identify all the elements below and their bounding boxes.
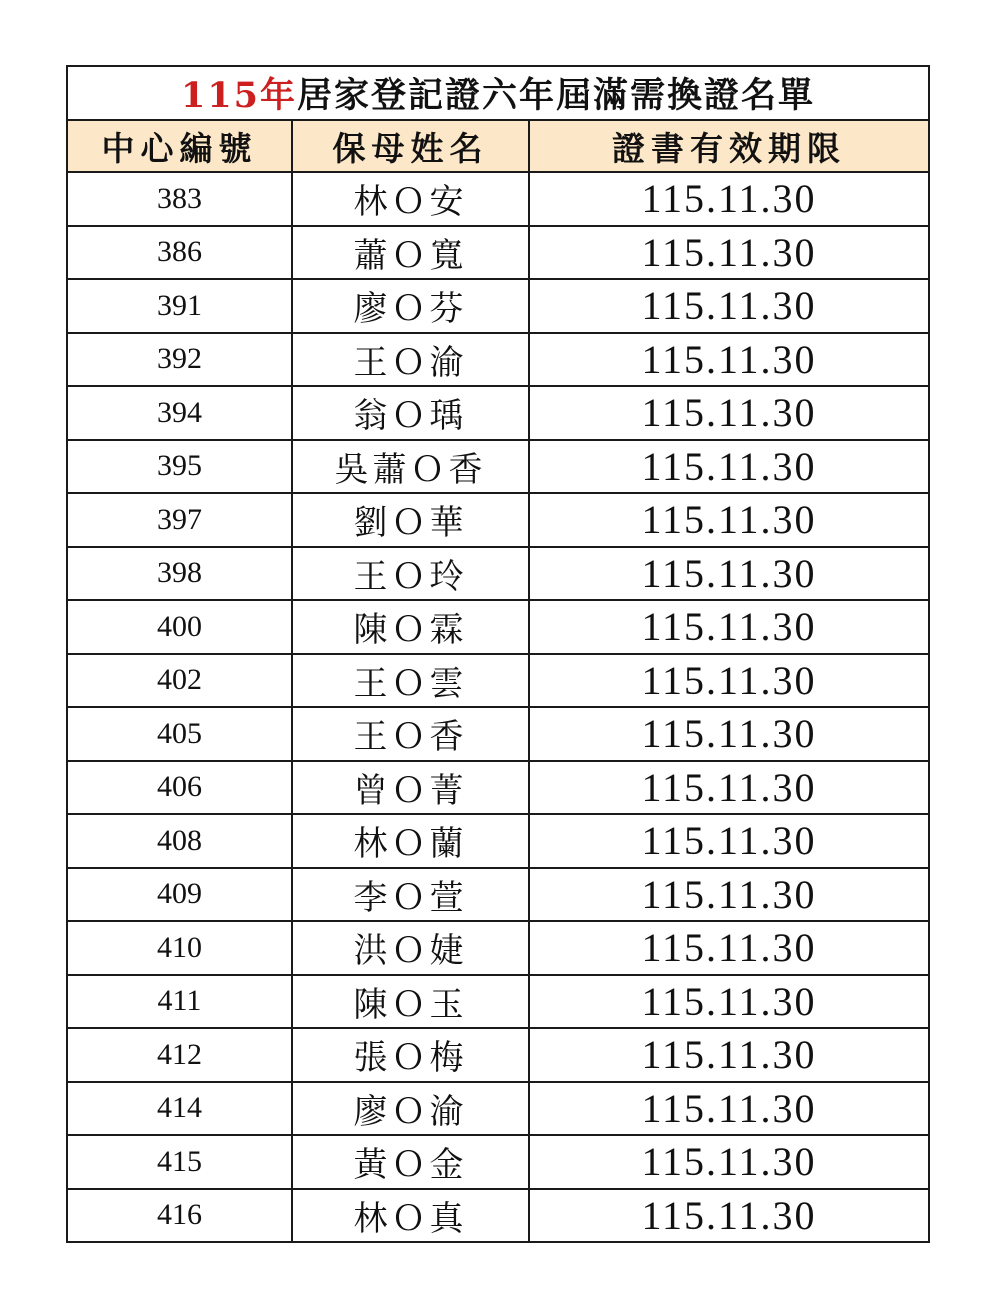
center-id-cell: 395 [67, 440, 292, 494]
caregiver-name-cell: 林Ｏ安 [292, 172, 529, 226]
table-row [67, 493, 929, 547]
center-id-cell: 402 [67, 654, 292, 708]
column-header-expiry: 證書有效期限 [529, 120, 929, 172]
caregiver-name-cell: 王Ｏ雲 [292, 654, 529, 708]
center-id-cell: 394 [67, 386, 292, 440]
center-id-cell: 415 [67, 1135, 292, 1189]
center-id-cell: 414 [67, 1082, 292, 1136]
column-header-caregiver-name: 保母姓名 [292, 120, 529, 172]
expiry-date-cell: 115.11.30 [529, 1082, 929, 1136]
center-id-cell: 386 [67, 226, 292, 280]
expiry-date-cell: 115.11.30 [529, 386, 929, 440]
title-row [67, 66, 929, 120]
caregiver-name-cell: 張Ｏ梅 [292, 1028, 529, 1082]
table-row [67, 1189, 929, 1243]
caregiver-name-cell: 李Ｏ萱 [292, 868, 529, 922]
table-row [67, 279, 929, 333]
caregiver-name-cell: 林Ｏ蘭 [292, 814, 529, 868]
center-id-cell: 391 [67, 279, 292, 333]
expiry-date-cell: 115.11.30 [529, 814, 929, 868]
caregiver-name-cell: 吳蕭Ｏ香 [292, 440, 529, 494]
expiry-date-cell: 115.11.30 [529, 333, 929, 387]
table-row [67, 707, 929, 761]
table-row [67, 868, 929, 922]
expiry-date-cell: 115.11.30 [529, 921, 929, 975]
expiry-date-cell: 115.11.30 [529, 654, 929, 708]
center-id-cell: 410 [67, 921, 292, 975]
center-id-cell: 392 [67, 333, 292, 387]
caregiver-name-cell: 陳Ｏ霖 [292, 600, 529, 654]
expiry-date-cell: 115.11.30 [529, 1028, 929, 1082]
expiry-date-cell: 115.11.30 [529, 279, 929, 333]
table-row [67, 172, 929, 226]
caregiver-name-cell: 廖Ｏ渝 [292, 1082, 529, 1136]
expiry-date-cell: 115.11.30 [529, 172, 929, 226]
center-id-cell: 398 [67, 547, 292, 601]
caregiver-name-cell: 廖Ｏ芬 [292, 279, 529, 333]
column-header-row [67, 120, 929, 172]
center-id-cell: 411 [67, 975, 292, 1029]
center-id-cell: 412 [67, 1028, 292, 1082]
caregiver-name-cell: 劉Ｏ華 [292, 493, 529, 547]
expiry-date-cell: 115.11.30 [529, 707, 929, 761]
expiry-date-cell: 115.11.30 [529, 547, 929, 601]
caregiver-name-cell: 林Ｏ真 [292, 1189, 529, 1243]
title-year: 115年 [180, 75, 298, 116]
caregiver-name-cell: 王Ｏ玲 [292, 547, 529, 601]
table-row [67, 921, 929, 975]
table-row [67, 975, 929, 1029]
caregiver-renewal-table [66, 65, 930, 1243]
table-body [67, 172, 929, 1242]
table-row [67, 226, 929, 280]
table-row [67, 1028, 929, 1082]
title-text: 居家登記證六年屆滿需換證名單 [297, 75, 816, 116]
page-title [67, 66, 929, 120]
caregiver-name-cell: 曾Ｏ菁 [292, 761, 529, 815]
table-row [67, 1082, 929, 1136]
table-row [67, 654, 929, 708]
caregiver-name-cell: 陳Ｏ玉 [292, 975, 529, 1029]
table-row [67, 761, 929, 815]
caregiver-name-cell: 王Ｏ香 [292, 707, 529, 761]
column-header-center-id: 中心編號 [67, 120, 292, 172]
caregiver-name-cell: 王Ｏ渝 [292, 333, 529, 387]
expiry-date-cell: 115.11.30 [529, 493, 929, 547]
center-id-cell: 383 [67, 172, 292, 226]
expiry-date-cell: 115.11.30 [529, 226, 929, 280]
expiry-date-cell: 115.11.30 [529, 440, 929, 494]
table-row [67, 814, 929, 868]
center-id-cell: 406 [67, 761, 292, 815]
caregiver-name-cell: 蕭Ｏ寬 [292, 226, 529, 280]
expiry-date-cell: 115.11.30 [529, 761, 929, 815]
caregiver-name-cell: 黃Ｏ金 [292, 1135, 529, 1189]
table-row [67, 1135, 929, 1189]
table-row [67, 386, 929, 440]
expiry-date-cell: 115.11.30 [529, 1135, 929, 1189]
caregiver-name-cell: 洪Ｏ婕 [292, 921, 529, 975]
center-id-cell: 409 [67, 868, 292, 922]
caregiver-name-cell: 翁Ｏ瑀 [292, 386, 529, 440]
expiry-date-cell: 115.11.30 [529, 1189, 929, 1243]
expiry-date-cell: 115.11.30 [529, 600, 929, 654]
table-row [67, 600, 929, 654]
center-id-cell: 400 [67, 600, 292, 654]
expiry-date-cell: 115.11.30 [529, 868, 929, 922]
table-row [67, 547, 929, 601]
table-row [67, 333, 929, 387]
center-id-cell: 405 [67, 707, 292, 761]
center-id-cell: 397 [67, 493, 292, 547]
expiry-date-cell: 115.11.30 [529, 975, 929, 1029]
center-id-cell: 408 [67, 814, 292, 868]
table-row [67, 440, 929, 494]
center-id-cell: 416 [67, 1189, 292, 1243]
